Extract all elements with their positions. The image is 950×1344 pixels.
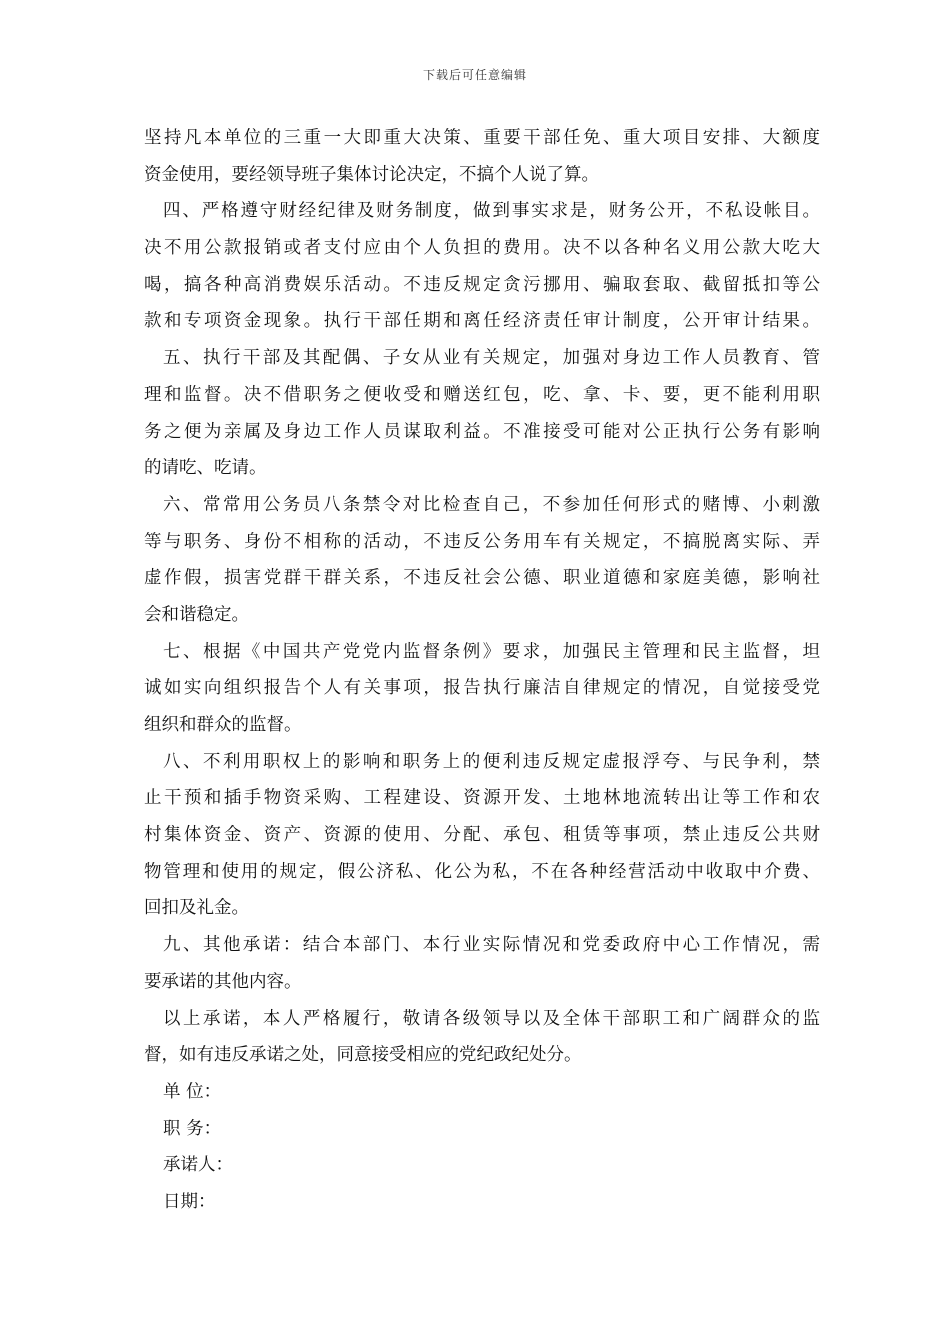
text-line: 等与职务、身份不相称的活动，不违反公务用车有关规定，不搞脱离实际、弄 — [144, 531, 820, 552]
text-line: 物管理和使用的规定，假公济私、化公为私，不在各种经营活动中收取中介费、 — [144, 861, 820, 882]
text-line: 组织和群众的监督。 — [144, 715, 302, 735]
text-line: 以上承诺，本人严格履行，敬请各级领导以及全体干部职工和广阔群众的监 — [163, 1008, 820, 1029]
text-line: 八、不利用职权上的影响和职务上的便利违反规定虚报浮夸、与民争利，禁 — [163, 751, 820, 772]
text-line: 村集体资金、资产、资源的使用、分配、承包、租赁等事项，禁止违反公共财 — [144, 825, 820, 846]
document-body — [144, 120, 820, 1221]
text-line: 款和专项资金现象。执行干部任期和离任经济责任审计制度，公开审计结果。 — [144, 311, 820, 332]
text-line: 四、严格遵守财经纪律及财务制度，做到事实求是，财务公开，不私设帐目。 — [163, 201, 820, 222]
text-line: 诚如实向组织报告个人有关事项，报告执行廉洁自律规定的情况，自觉接受党 — [144, 678, 820, 699]
text-line: 的请吃、吃请。 — [144, 458, 267, 479]
date-field-label: 日期： — [163, 1191, 216, 1212]
text-line: 坚持凡本单位的三重一大即重大决策、重要干部任免、重大项目安排、大额度 — [144, 128, 820, 148]
text-line: 回扣及礼金。 — [144, 898, 249, 919]
position-field-label: 职 务： — [163, 1118, 222, 1139]
text-line: 决不用公款报销或者支付应由个人负担的费用。决不以各种名义用公款大吃大 — [144, 238, 820, 259]
text-line: 资金使用，要经领导班子集体讨论决定，不搞个人说了算。 — [144, 164, 599, 185]
pledger-field-label: 承诺人： — [163, 1155, 233, 1176]
page-header-note: 下载后可任意编辑 — [422, 68, 527, 82]
text-line: 九、其他承诺：结合本部门、本行业实际情况和党委政府中心工作情况，需 — [163, 935, 820, 956]
text-line: 督，如有违反承诺之处，同意接受相应的党纪政纪处分。 — [144, 1045, 582, 1066]
text-line: 五、执行干部及其配偶、子女从业有关规定，加强对身边工作人员教育、管 — [163, 348, 820, 369]
text-line: 务之便为亲属及身边工作人员谋取利益。不准接受可能对公正执行公务有影响 — [144, 421, 820, 442]
text-line: 六、常常用公务员八条禁令对比检查自己，不参加任何形式的赌博、小刺激 — [163, 494, 820, 515]
text-line: 理和监督。决不借职务之便收受和赠送红包，吃、拿、卡、要，更不能利用职 — [144, 384, 820, 405]
text-line: 虚作假，损害党群干群关系，不违反社会公德、职业道德和家庭美德，影响社 — [144, 568, 820, 589]
text-line: 喝，搞各种高消费娱乐活动。不违反规定贪污挪用、骗取套取、截留抵扣等公 — [144, 274, 820, 295]
text-line: 止干预和插手物资采购、工程建设、资源开发、土地林地流转出让等工作和农 — [144, 788, 820, 809]
text-line: 七、根据《中国共产党党内监督条例》要求，加强民主管理和民主监督，坦 — [163, 641, 820, 662]
unit-field-label: 单 位： — [163, 1081, 222, 1102]
text-line: 要承诺的其他内容。 — [144, 971, 302, 992]
text-line: 会和谐稳定。 — [144, 604, 249, 625]
